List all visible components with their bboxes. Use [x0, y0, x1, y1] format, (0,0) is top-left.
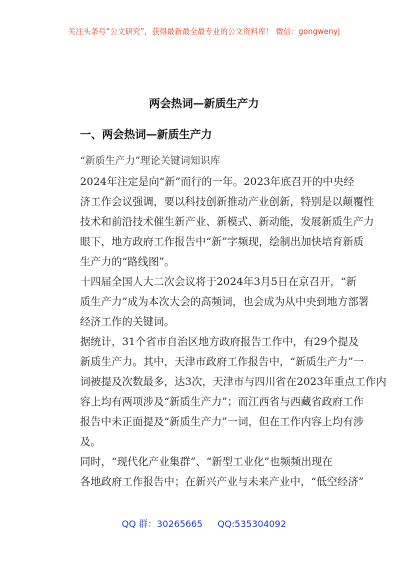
- body-line: 各地政府工作报告中；在新兴产业与未来产业中，“低空经济”: [80, 476, 364, 488]
- body-line: 报告中未正面提及“新质生产力”一词，但在工作内容上均有涉: [80, 416, 364, 428]
- body-line: 生产力的“路线图”。: [80, 256, 175, 268]
- promo-banner: 关注头条号“公文研究”，获得最新最全最专业的公文资料库！ 微信：gongwenyj: [68, 27, 340, 36]
- document-title: 两会热词—新质生产力: [149, 97, 259, 110]
- body-line: 及。: [80, 436, 101, 448]
- body-line: 技术和前沿技术催生新产业、新模式、新动能，发展新质生产力: [80, 216, 374, 228]
- body-line: 经济工作的关键词。: [80, 316, 175, 328]
- body-line: 据统计，31个省市自治区地方政府报告工作中，有29个提及: [80, 336, 359, 348]
- qq-group-number: QQ 群：30265665: [121, 520, 203, 530]
- body-line: 容上均有两项涉及“新质生产力”；而江西省与西藏省政府工作: [80, 396, 364, 408]
- body-line: 质生产力”成为本次大会的高频词，也会成为从中央到地方部署: [80, 296, 369, 308]
- section-heading: 一、两会热词—新质生产力: [80, 128, 212, 141]
- body-line: 济工作会议强调，要以科技创新推动产业创新，特别是以颠覆性: [80, 196, 374, 208]
- qq-number: QQ:535304092: [217, 520, 287, 530]
- body-line: 词被提及次数最多，达3次，天津市与四川省在2023年重点工作内: [80, 376, 387, 388]
- footer-contact: [0, 517, 408, 530]
- body-line: 同时，“现代化产业集群”、“新型工业化”也频频出现在: [80, 456, 333, 468]
- body-line: 十四届全国人大二次会议将于2024年3月5日在京召开，“新: [80, 276, 357, 288]
- subheading: “新质生产力”理论关键词知识库: [80, 156, 221, 167]
- body-line: 眼下，地方政府工作报告中“新”字频现，绘制出加快培育新质: [80, 236, 364, 248]
- body-text: [80, 172, 387, 492]
- body-line: 2024年注定是向“新”而行的一年。2023年底召开的中央经: [80, 176, 355, 188]
- body-line: 新质生产力。其中，天津市政府工作报告中，“新质生产力”一: [80, 356, 364, 368]
